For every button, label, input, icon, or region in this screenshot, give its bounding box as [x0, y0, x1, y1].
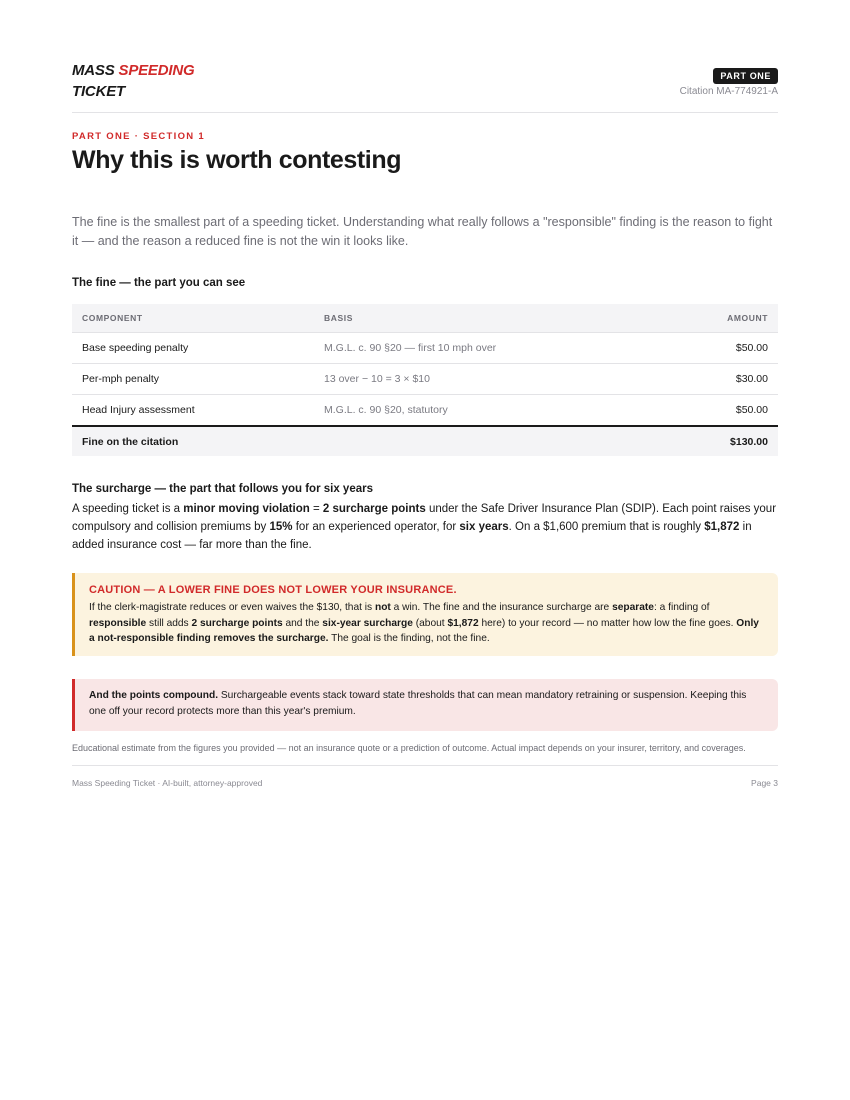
bold-run: six years [459, 521, 509, 533]
table-row [72, 395, 778, 427]
row-component: Base speeding penalty [72, 333, 314, 364]
bold-run: minor moving violation [183, 503, 310, 515]
text-run: and the [282, 617, 323, 629]
text-run: under the Safe Driver Insurance Plan (SDIP). Each point raises your compulsory and collision premiums by [72, 503, 777, 533]
part-badge: PART ONE [713, 68, 778, 84]
text-run: : a finding of [653, 602, 710, 613]
row-amount: $30.00 [634, 364, 778, 395]
header-meta [680, 66, 778, 97]
page-title: Why this is worth contesting [72, 146, 402, 174]
row-basis: M.G.L. c. 90 §20 — first 10 mph over [314, 333, 634, 364]
disclaimer: Educational estimate from the figures you provided — not an insurance quote or a prediction of outcome. Actual impact depends on your insurer, territory, and coverages. [72, 743, 746, 753]
text-run: in added insurance cost — far more than the fine. [72, 521, 752, 551]
bold-run: Only a not-responsible finding removes the surcharge. [89, 617, 759, 644]
text-run: Surchargeable events stack toward state thresholds that can mean mandatory retraining or suspension. Keeping this one off your record protects more than this year's premium. [89, 690, 747, 717]
text-run: = [309, 503, 323, 515]
text-run: . On a $1,600 premium that is roughly [508, 521, 705, 533]
lede-paragraph: The fine is the smallest part of a speeding ticket. Understanding what really follows a "responsible" finding is the reason to fight it — and the reason a reduced fine is not the win it looks like. [72, 215, 773, 248]
page-header [72, 60, 778, 113]
footer-brand: Mass Speeding Ticket · AI-built, attorney-approved [72, 778, 263, 788]
logo [72, 60, 194, 102]
bold-run: separate [612, 602, 654, 613]
column-header-basis: BASIS [314, 304, 634, 333]
total-label: Fine on the citation [72, 426, 314, 456]
surcharge-heading: The surcharge — the part that follows you for six years [72, 483, 373, 495]
caution-title: CAUTION — A LOWER FINE DOES NOT LOWER YOUR INSURANCE. [89, 584, 457, 596]
text-run: If the clerk-magistrate reduces or even waives the $130, that is [89, 602, 375, 613]
bold-run: And the points compound. [89, 690, 219, 701]
page-footer [72, 765, 778, 790]
logo-word-ticket: TICKET [72, 83, 125, 100]
table-row [72, 333, 778, 364]
text-run: a win. The fine and the insurance surcharge are [390, 602, 613, 613]
fine-heading: The fine — the part you can see [72, 277, 246, 289]
bold-run: 2 surcharge points [191, 617, 283, 629]
section-eyebrow: PART ONE · SECTION 1 [72, 131, 205, 142]
row-basis: 13 over − 10 = 3 × $10 [314, 364, 634, 395]
text-run: still adds [146, 617, 192, 629]
column-header-component: COMPONENT [72, 304, 314, 333]
bold-run: $1,872 [704, 521, 740, 533]
points-compound-callout [72, 679, 778, 731]
table-header-row [72, 304, 778, 333]
bold-run: 2 surcharge points [322, 503, 426, 515]
row-component: Per-mph penalty [72, 364, 314, 395]
total-spacer [314, 426, 634, 456]
table-row [72, 364, 778, 395]
total-amount: $130.00 [634, 426, 778, 456]
bold-run: responsible [89, 617, 147, 629]
surcharge-paragraph [72, 500, 778, 554]
compound-body [89, 688, 764, 719]
caution-body [89, 600, 764, 647]
table-total-row [72, 426, 778, 456]
bold-run: not [374, 602, 391, 613]
column-header-amount: AMOUNT [634, 304, 778, 333]
row-component: Head Injury assessment [72, 395, 314, 427]
text-run: here) to your record — no matter how low the fine goes. [478, 617, 737, 629]
bold-run: $1,872 [447, 617, 479, 629]
logo-word-speeding: SPEEDING [118, 62, 195, 79]
caution-callout [72, 573, 778, 656]
page-number: Page 3 [751, 778, 778, 788]
text-run: for an experienced operator, for [292, 521, 460, 533]
logo-word-mass: MASS [72, 62, 115, 79]
citation-number: Citation MA-774921-A [679, 86, 778, 97]
bold-run: 15% [269, 521, 293, 533]
text-run: A speeding ticket is a [72, 503, 184, 515]
row-amount: $50.00 [634, 333, 778, 364]
bold-run: six-year surcharge [322, 617, 413, 629]
row-amount: $50.00 [634, 395, 778, 427]
text-run: The goal is the finding, not the fine. [328, 633, 490, 644]
text-run: (about [412, 617, 448, 629]
fine-table [72, 304, 778, 456]
row-basis: M.G.L. c. 90 §20, statutory [314, 395, 634, 427]
